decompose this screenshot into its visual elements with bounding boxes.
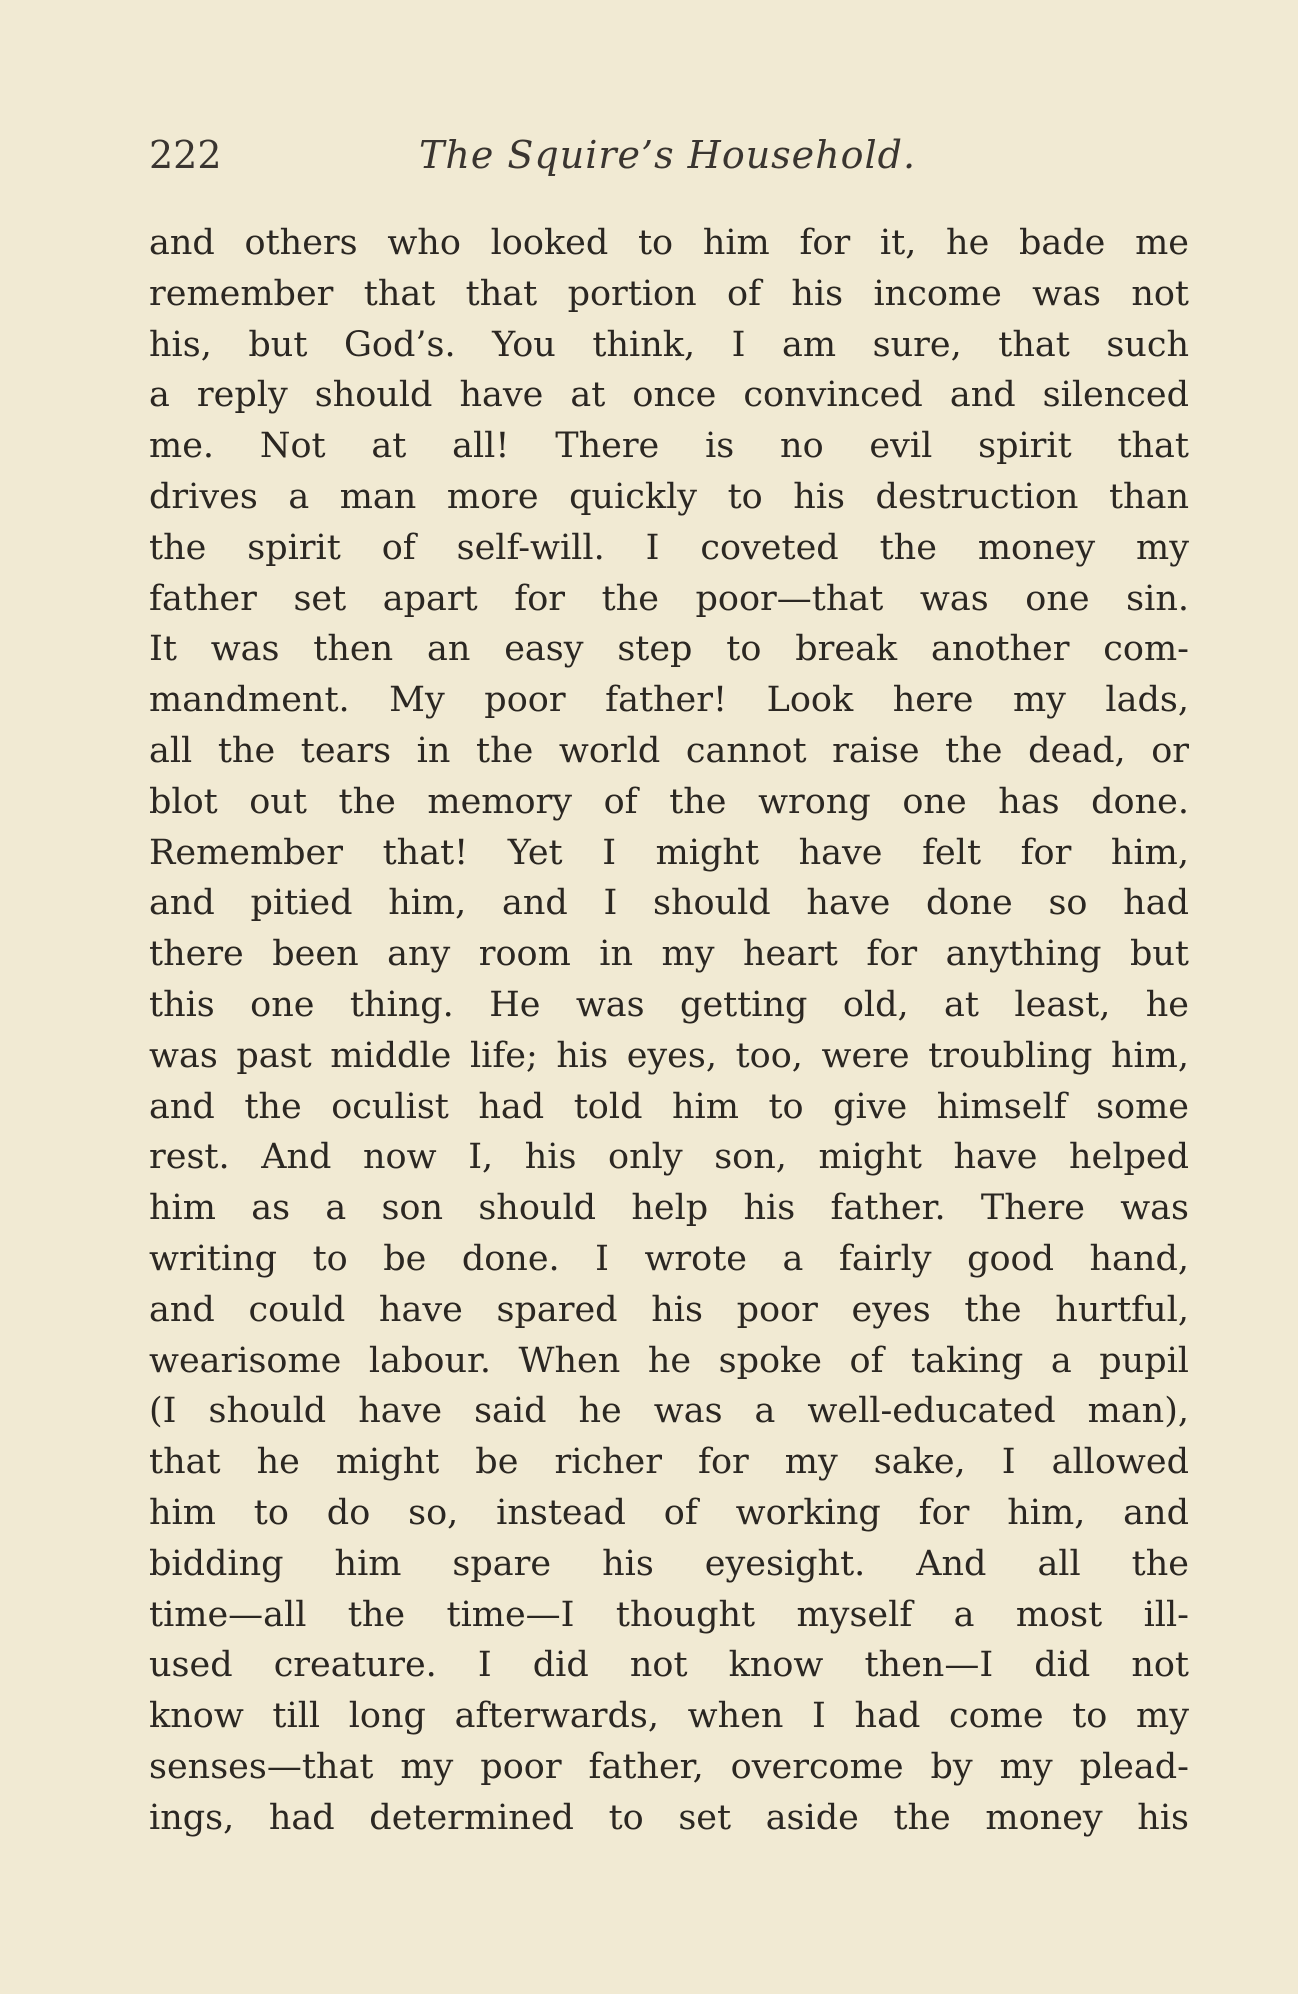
- text-line: blot out the memory of the wrong one has done.: [149, 781, 1189, 822]
- text-line: and others who looked to him for it, he bade me: [149, 223, 1189, 263]
- page-number: 222: [149, 133, 222, 177]
- text-line: father set apart for the poor—that was one sin.: [149, 578, 1189, 619]
- text-line: me. Not at all! There is no evil spirit that: [149, 426, 1189, 467]
- text-line: time—all the time—I thought myself a most ill-: [149, 1594, 1189, 1635]
- text-line: rest. And now I, his only son, might have helped: [149, 1137, 1189, 1178]
- text-line: the spirit of self-will. I coveted the money my: [149, 527, 1189, 568]
- running-title: The Squire’s Household.: [419, 133, 917, 177]
- text-line: senses—that my poor father, overcome by my plead-: [149, 1746, 1189, 1787]
- text-line: was past middle life; his eyes, too, were troubling him,: [149, 1035, 1189, 1076]
- text-line: know till long afterwards, when I had come to my: [149, 1696, 1189, 1737]
- text-line: him as a son should help his father. There was: [149, 1188, 1189, 1229]
- text-line: that he might be richer for my sake, I allowed: [149, 1442, 1189, 1483]
- text-line: mandment. My poor father! Look here my lads,: [149, 680, 1189, 721]
- text-line: (I should have said he was a well-educated man),: [149, 1391, 1189, 1432]
- text-line: his, but God’s. You think, I am sure, that such: [149, 324, 1189, 365]
- text-line: there been any room in my heart for anything but: [149, 934, 1189, 975]
- text-line: and could have spared his poor eyes the hurtful,: [149, 1289, 1189, 1330]
- text-line: and the oculist had told him to give himself some: [149, 1086, 1189, 1127]
- text-line: a reply should have at once convinced and silenced: [149, 375, 1189, 416]
- page-header: [149, 130, 1189, 180]
- text-line: Remember that! Yet I might have felt for him,: [149, 832, 1189, 873]
- text-line: all the tears in the world cannot raise the dead, or: [149, 730, 1189, 771]
- text-line: and pitied him, and I should have done so had: [149, 883, 1189, 924]
- text-line: drives a man more quickly to his destruction than: [149, 476, 1189, 517]
- text-line: It was then an easy step to break another com-: [149, 629, 1189, 670]
- text-line: wearisome labour. When he spoke of taking a pupil: [149, 1340, 1189, 1381]
- text-line: remember that that portion of his income was not: [149, 273, 1189, 314]
- text-line: him to do so, instead of working for him, and: [149, 1492, 1189, 1533]
- text-line: bidding him spare his eyesight. And all the: [149, 1543, 1189, 1584]
- text-line: used creature. I did not know then—I did not: [149, 1645, 1189, 1686]
- text-line: writing to be done. I wrote a fairly good hand,: [149, 1238, 1189, 1279]
- text-line: ings, had determined to set aside the money his: [149, 1797, 1189, 1838]
- text-line: this one thing. He was getting old, at least, he: [149, 984, 1189, 1025]
- body-text: [149, 218, 1189, 1844]
